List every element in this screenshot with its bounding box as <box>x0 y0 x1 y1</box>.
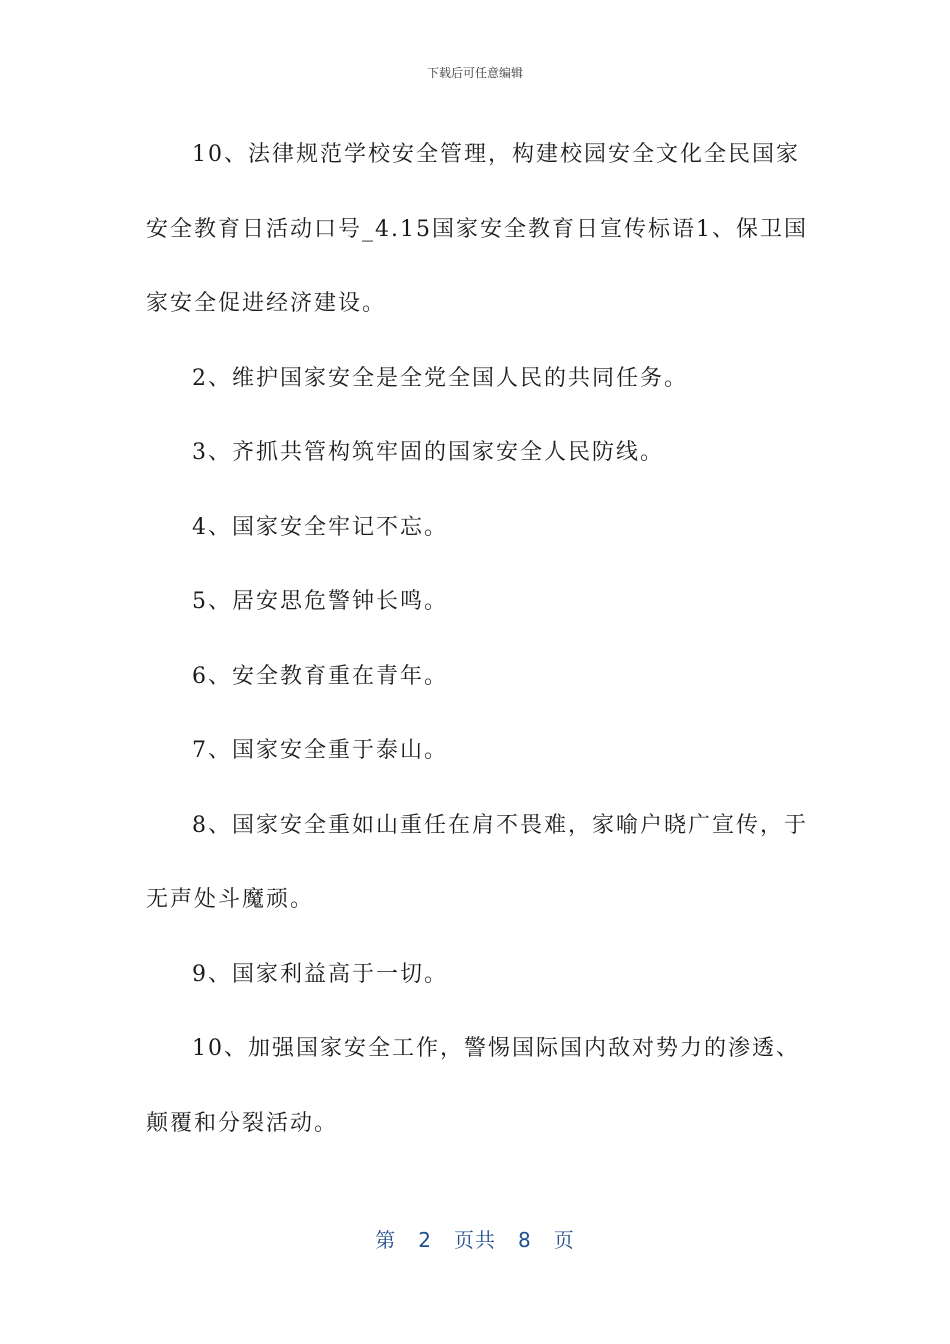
page-prefix: 第 <box>375 1228 397 1252</box>
paragraph-3: 3、齐抓共管构筑牢固的国家安全人民防线。 <box>192 440 664 465</box>
header-note: 下载后可任意编辑 <box>426 66 523 80</box>
paragraph-6: 6、安全教育重在青年。 <box>192 663 448 689</box>
page-mid: 页共 <box>454 1228 496 1252</box>
current-page-number: 2 <box>418 1228 432 1252</box>
page-footer <box>0 1224 950 1253</box>
paragraph-1: 10、法律规范学校安全管理，构建校园安全文化全民国家安全教育日活动口号_4.15国家安全教育日宣传标语1、保卫国家安全促进经济建设。 <box>146 142 808 316</box>
paragraph-4: 4、国家安全牢记不忘。 <box>192 514 448 540</box>
document-body <box>146 118 811 1161</box>
paragraph-10: 10、加强国家安全工作，警惕国际国内敌对势力的渗透、颠覆和分裂活动。 <box>146 1036 800 1136</box>
total-pages-number: 8 <box>518 1228 532 1252</box>
paragraph-2: 2、维护国家安全是全党全国人民的共同任务。 <box>192 365 688 391</box>
paragraph-5: 5、居安思危警钟长鸣。 <box>192 589 448 614</box>
paragraph-7: 7、国家安全重于泰山。 <box>192 738 448 763</box>
paragraph-8: 8、国家安全重如山重任在肩不畏难，家喻户晓广宣传，于无声处斗魔顽。 <box>146 812 808 912</box>
page-suffix: 页 <box>553 1228 575 1252</box>
paragraph-9: 9、国家利益高于一切。 <box>192 961 448 987</box>
